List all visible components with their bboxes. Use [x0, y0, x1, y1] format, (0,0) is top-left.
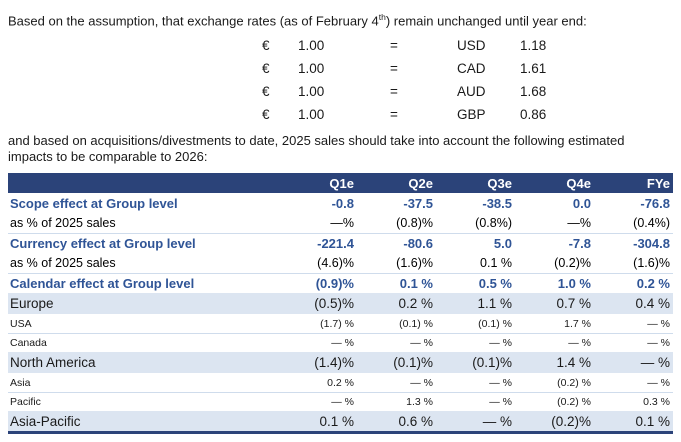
cell-q2e: 1.3 % [406, 396, 433, 409]
cell-q2e: (0.1)% [357, 352, 436, 373]
row-currency-pct-of-sales [8, 253, 673, 273]
column-header-fye: FYe [594, 173, 673, 193]
exchange-rate-row-usd [0, 34, 681, 57]
cell-q2e: 0.2 % [357, 293, 436, 314]
cell-q3e: 0.5 % [478, 276, 512, 292]
cell-q2e: — % [357, 373, 436, 392]
exchange-rate-list [0, 29, 681, 126]
equals-sign: = [390, 38, 398, 54]
intro-text-before-sup: Based on the assumption, that exchange rates (as of February 4 [8, 13, 379, 29]
row-label: as % of 2025 sales [8, 213, 278, 233]
cell-q2e: (0.1) % [357, 314, 436, 333]
currency-rate: 1.68 [520, 84, 547, 100]
cell-fye: 0.2 % [636, 276, 670, 292]
cell-q4e: (0.2)% [515, 411, 594, 432]
row-asia [8, 373, 673, 392]
base-currency-symbol: € [262, 61, 270, 77]
row-europe [8, 293, 673, 314]
row-canada [8, 333, 673, 352]
base-currency-symbol: € [262, 84, 270, 100]
cell-q4e: -7.8 [568, 236, 591, 252]
cell-q3e: 1.1 % [436, 293, 515, 314]
row-label: Calendar effect at Group level [10, 276, 195, 292]
cell-fye: — % [594, 373, 673, 392]
cell-q2e: -80.6 [403, 236, 433, 252]
cell-q1e: —% [278, 213, 357, 233]
cell-q4e: 1.7 % [515, 314, 594, 333]
currency-rate: 1.61 [520, 61, 547, 77]
cell-q2e: -37.5 [403, 195, 433, 211]
cell-fye: (1.6)% [594, 253, 673, 273]
base-amount: 1.00 [298, 61, 325, 77]
cell-q3e: (0.1)% [436, 352, 515, 373]
cell-q1e: 0.1 % [278, 411, 357, 432]
cell-fye: -76.8 [640, 195, 670, 211]
row-north-america [8, 352, 673, 373]
cell-q1e: -221.4 [317, 236, 354, 252]
cell-q4e: 0.7 % [515, 293, 594, 314]
cell-q1e: — % [331, 396, 354, 409]
cell-fye: 0.1 % [594, 411, 673, 432]
intro-paragraph-1 [0, 0, 681, 29]
row-asia-pacific [8, 411, 673, 432]
base-currency-symbol: € [262, 107, 270, 123]
currency-code: USD [457, 38, 486, 54]
cell-q4e: 1.4 % [515, 352, 594, 373]
ordinal-superscript: th [378, 12, 386, 22]
cell-q1e: 0.2 % [278, 373, 357, 392]
row-scope-pct-of-sales [8, 213, 673, 233]
cell-q4e: (0.2) % [557, 396, 591, 409]
cell-q1e: -0.8 [331, 195, 354, 211]
cell-q3e: 0.1 % [436, 253, 515, 273]
equals-sign: = [390, 107, 398, 123]
base-amount: 1.00 [298, 84, 325, 100]
cell-q1e: (0.9)% [315, 276, 354, 292]
cell-q4e: —% [515, 213, 594, 233]
cell-q4e: 1.0 % [557, 276, 591, 292]
cell-q2e: (1.6)% [357, 253, 436, 273]
cell-q1e: (4.6)% [278, 253, 357, 273]
row-label: Scope effect at Group level [10, 195, 178, 211]
cell-q3e: — % [489, 337, 512, 350]
cell-q1e: — % [331, 337, 354, 350]
table-header-row [8, 173, 673, 193]
intro-paragraph-2: and based on acquisitions/divestments to date, 2025 sales should take into account the following estimated impacts to be comparable to 2026: [8, 133, 625, 165]
cell-q3e: (0.8%) [436, 213, 515, 233]
column-header-q3e: Q3e [436, 173, 515, 193]
row-label: Asia [8, 373, 278, 392]
cell-q3e: — % [489, 396, 512, 409]
cell-q4e: (0.2)% [515, 253, 594, 273]
equals-sign: = [390, 84, 398, 100]
row-label: North America [8, 352, 278, 373]
row-label: Currency effect at Group level [10, 236, 196, 252]
exchange-rate-row-aud [0, 80, 681, 103]
cell-fye: -304.8 [633, 236, 670, 252]
row-label: Canada [10, 337, 47, 350]
column-header-q4e: Q4e [515, 173, 594, 193]
column-header-q1e: Q1e [278, 173, 357, 193]
cell-fye: 0.3 % [643, 396, 670, 409]
row-label: Europe [8, 293, 278, 314]
currency-code: GBP [457, 107, 486, 123]
row-currency-effect [8, 233, 673, 253]
row-usa [8, 314, 673, 333]
impacts-table [8, 173, 673, 434]
row-pacific [8, 392, 673, 411]
cell-q4e: (0.2) % [515, 373, 594, 392]
cell-q2e: — % [410, 337, 433, 350]
base-amount: 1.00 [298, 107, 325, 123]
cell-fye: — % [594, 352, 673, 373]
row-scope-effect [8, 193, 673, 213]
cell-q3e: (0.1) % [436, 314, 515, 333]
column-header-blank [8, 173, 278, 193]
cell-fye: (0.4%) [594, 213, 673, 233]
cell-fye: — % [594, 314, 673, 333]
currency-code: CAD [457, 61, 486, 77]
row-label: as % of 2025 sales [8, 253, 278, 273]
cell-q3e: — % [436, 411, 515, 432]
exchange-rate-row-cad [0, 57, 681, 80]
row-label: USA [8, 314, 278, 333]
row-calendar-effect [8, 273, 673, 293]
cell-q2e: 0.6 % [357, 411, 436, 432]
cell-q2e: (0.8)% [357, 213, 436, 233]
row-label: Asia-Pacific [8, 411, 278, 432]
base-amount: 1.00 [298, 38, 325, 54]
column-header-q2e: Q2e [357, 173, 436, 193]
cell-q1e: (1.4)% [278, 352, 357, 373]
exchange-rate-row-gbp [0, 103, 681, 126]
cell-q1e: (1.7) % [278, 314, 357, 333]
cell-fye: — % [647, 337, 670, 350]
cell-q3e: — % [436, 373, 515, 392]
cell-q2e: 0.1 % [399, 276, 433, 292]
cell-fye: 0.4 % [594, 293, 673, 314]
base-currency-symbol: € [262, 38, 270, 54]
cell-q3e: -38.5 [482, 195, 512, 211]
currency-rate: 1.18 [520, 38, 547, 54]
intro-text-after-sup: ) remain unchanged until year end: [385, 13, 587, 29]
equals-sign: = [390, 61, 398, 77]
cell-q1e: (0.5)% [278, 293, 357, 314]
cell-q4e: — % [568, 337, 591, 350]
cell-q4e: 0.0 [572, 195, 591, 211]
cell-q3e: 5.0 [493, 236, 512, 252]
currency-code: AUD [457, 84, 486, 100]
row-label: Pacific [10, 396, 41, 409]
currency-rate: 0.86 [520, 107, 547, 123]
